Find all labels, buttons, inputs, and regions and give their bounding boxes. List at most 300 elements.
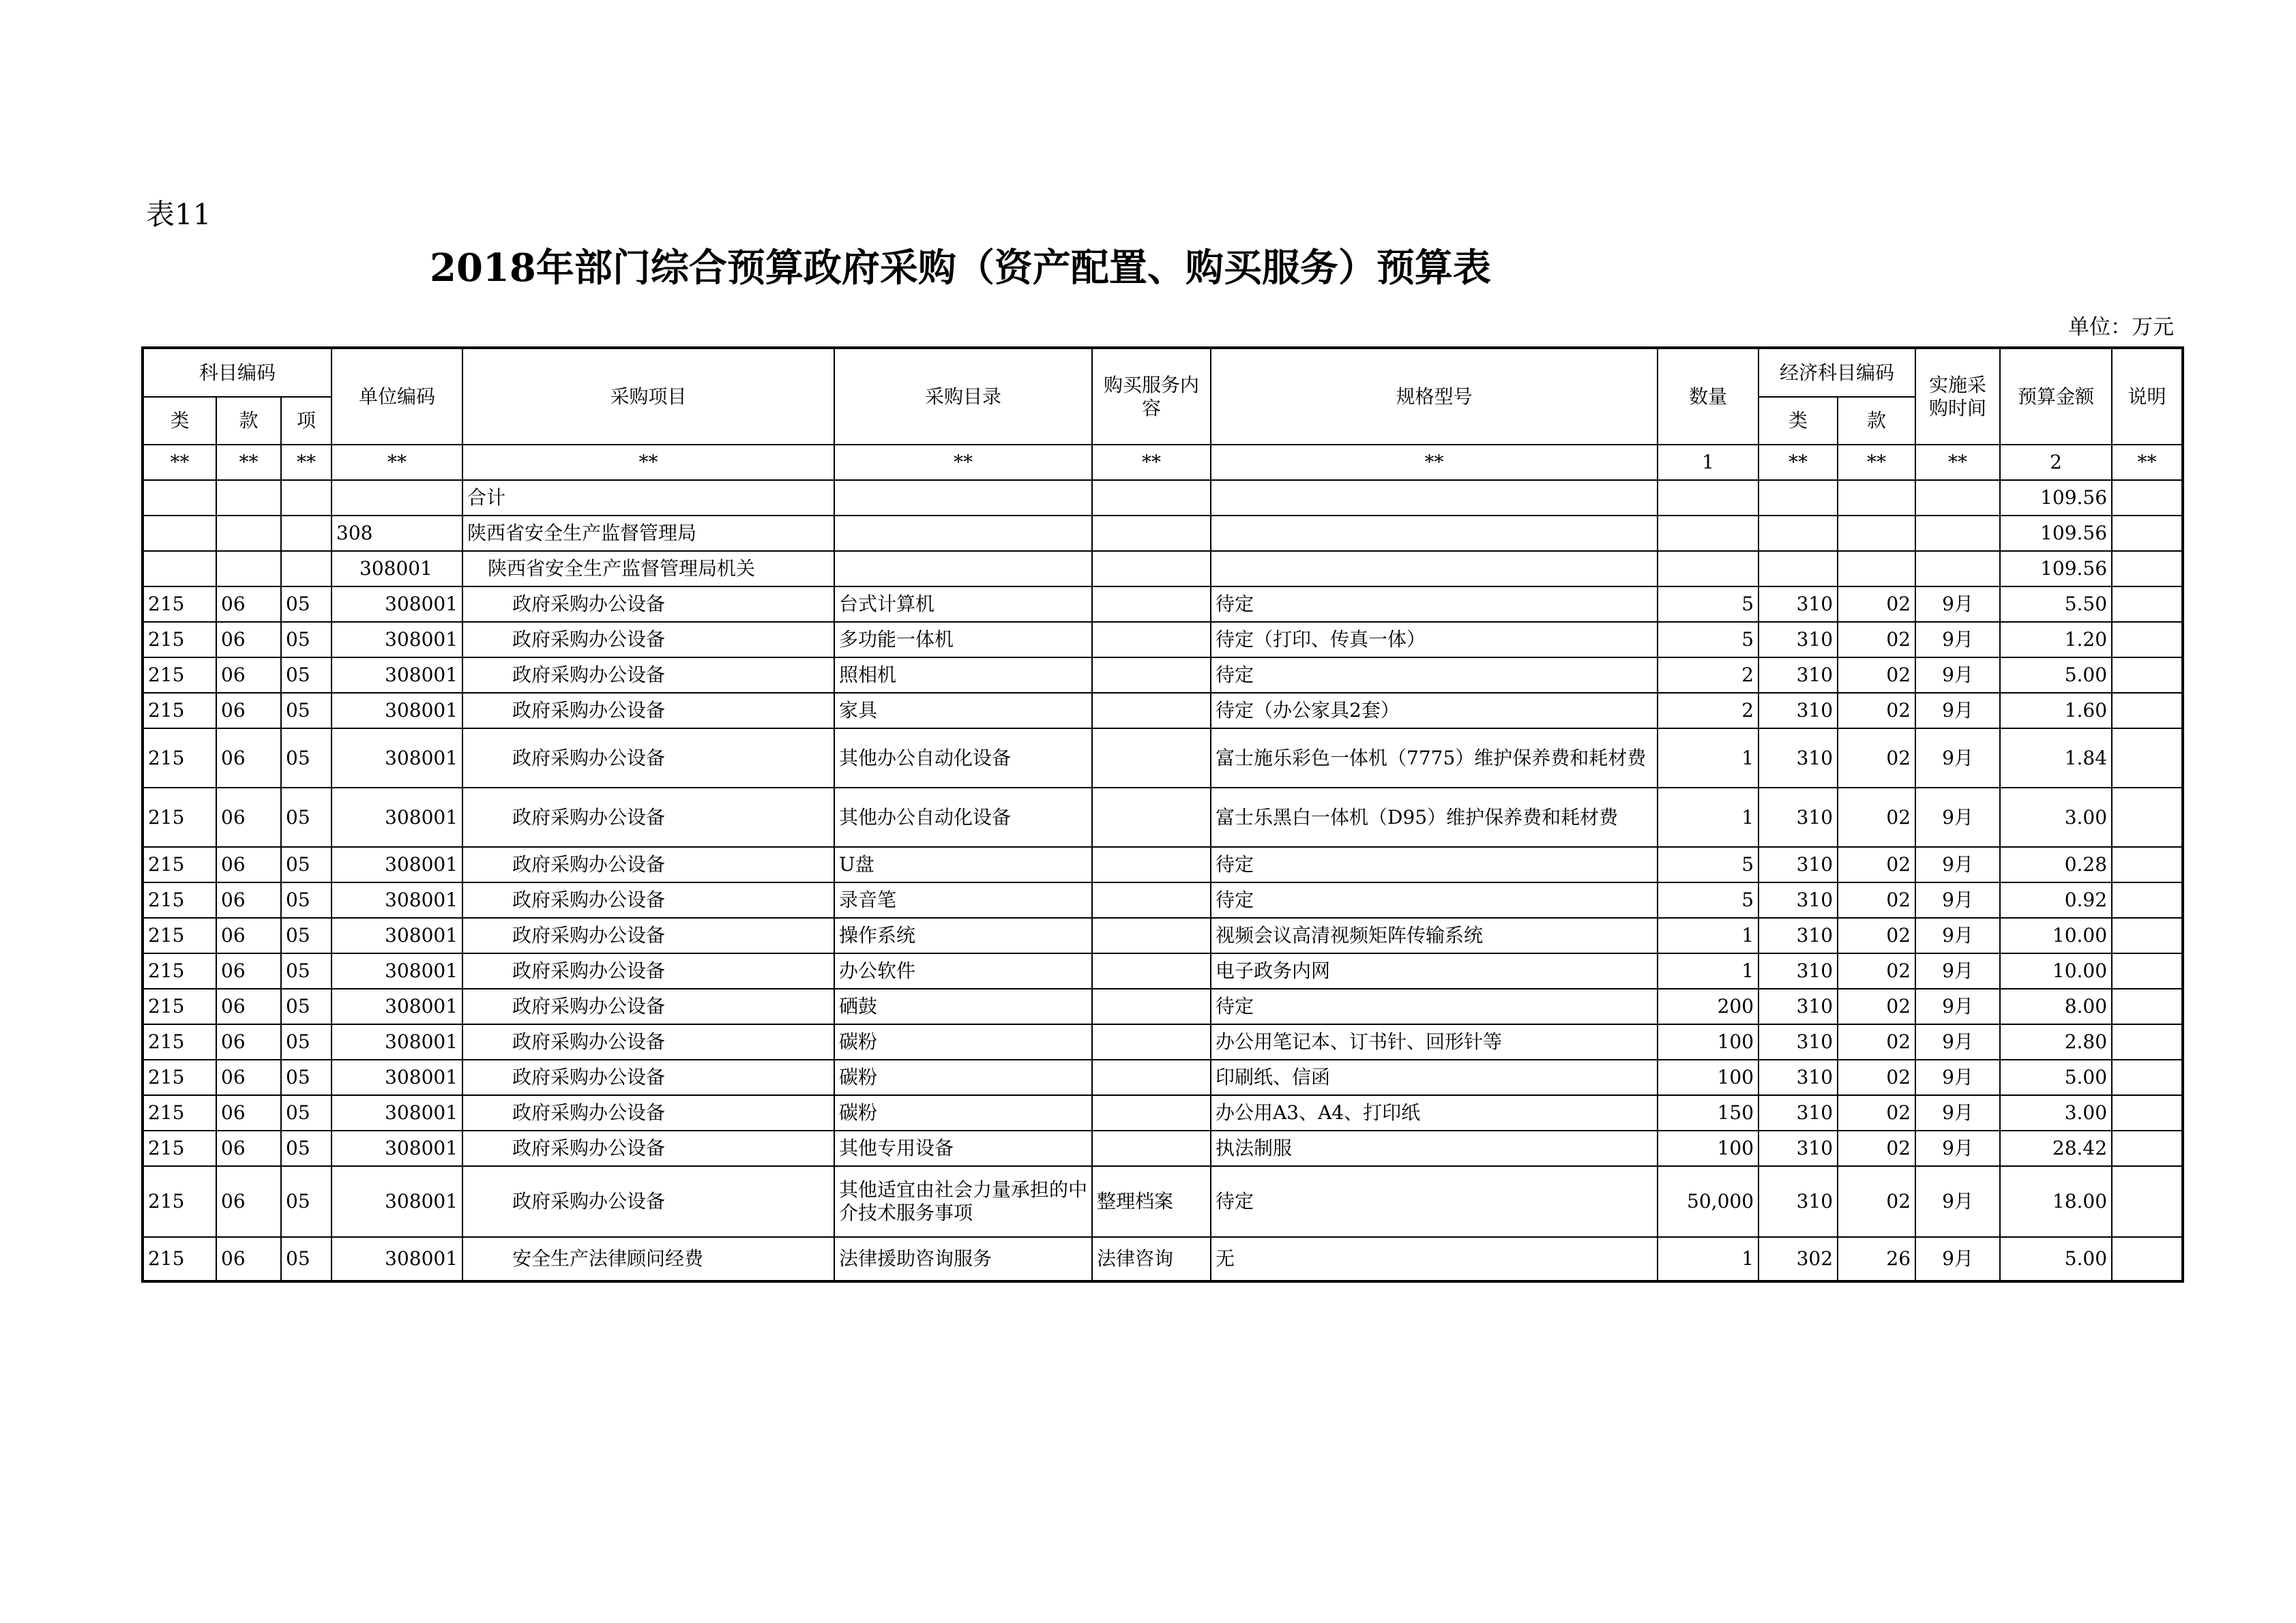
- cell-xiang: 05: [281, 1166, 332, 1237]
- cell-kuan: 06: [216, 788, 281, 847]
- table-row: [143, 1095, 2183, 1131]
- cell-spec: 待定: [1211, 989, 1658, 1024]
- summary-project: 陕西省安全生产监督管理局机关: [462, 551, 834, 586]
- cell-econ-lei: 310: [1758, 1166, 1838, 1237]
- cell-econ-lei: 310: [1758, 1060, 1838, 1095]
- marker-row: [143, 445, 2183, 480]
- cell-catalog: 照相机: [834, 657, 1092, 693]
- cell-xiang: 05: [281, 1024, 332, 1060]
- cell-service: [1092, 918, 1211, 953]
- cell-amount: 10.00: [2000, 918, 2112, 953]
- cell-xiang: 05: [281, 989, 332, 1024]
- summary-row-total: [143, 480, 2183, 516]
- cell-kuan: 06: [216, 918, 281, 953]
- cell-service: [1092, 847, 1211, 882]
- cell-project: 政府采购办公设备: [462, 989, 834, 1024]
- cell-unit-code: 308001: [332, 693, 462, 728]
- table-row: [143, 953, 2183, 989]
- cell-project: 政府采购办公设备: [462, 622, 834, 657]
- cell-time: 9月: [1915, 989, 2000, 1024]
- cell-catalog: 法律援助咨询服务: [834, 1237, 1092, 1281]
- cell-amount: 1.60: [2000, 693, 2112, 728]
- header-time: 实施采购时间: [1915, 348, 2000, 445]
- cell-project: 政府采购办公设备: [462, 1166, 834, 1237]
- cell-econ-lei: 310: [1758, 1024, 1838, 1060]
- cell-lei: 215: [143, 1166, 216, 1237]
- cell-econ-kuan: 02: [1838, 989, 1915, 1024]
- cell-kuan: 06: [216, 1237, 281, 1281]
- cell-unit-code: 308001: [332, 989, 462, 1024]
- cell-time: 9月: [1915, 693, 2000, 728]
- summary-amount: 109.56: [2000, 551, 2112, 586]
- cell-time: 9月: [1915, 1095, 2000, 1131]
- cell-note: [2112, 882, 2183, 918]
- cell-spec: 待定: [1211, 1166, 1658, 1237]
- cell-unit-code: 308001: [332, 953, 462, 989]
- cell-note: [2112, 1237, 2183, 1281]
- cell-catalog: 其他适宜由社会力量承担的中介技术服务事项: [834, 1166, 1092, 1237]
- cell-econ-kuan: 02: [1838, 586, 1915, 622]
- cell-kuan: 06: [216, 657, 281, 693]
- cell-unit-code: 308001: [332, 918, 462, 953]
- cell-catalog: 录音笔: [834, 882, 1092, 918]
- cell-quantity: 1: [1658, 953, 1758, 989]
- cell-kuan: 06: [216, 622, 281, 657]
- cell-catalog: 操作系统: [834, 918, 1092, 953]
- summary-unit-code: [332, 480, 462, 516]
- header-econ-kuan: 款: [1838, 397, 1915, 445]
- cell-kuan: 06: [216, 1095, 281, 1131]
- cell-quantity: 5: [1658, 882, 1758, 918]
- cell-lei: 215: [143, 622, 216, 657]
- cell-catalog: 其他专用设备: [834, 1131, 1092, 1166]
- cell-service: [1092, 989, 1211, 1024]
- cell-econ-kuan: 02: [1838, 1095, 1915, 1131]
- cell-xiang: 05: [281, 693, 332, 728]
- summary-unit-code: 308001: [332, 551, 462, 586]
- marker-catalog: **: [834, 445, 1092, 480]
- summary-amount: 109.56: [2000, 480, 2112, 516]
- cell-lei: 215: [143, 1237, 216, 1281]
- cell-service: [1092, 788, 1211, 847]
- header-unit-code: 单位编码: [332, 348, 462, 445]
- header-spec: 规格型号: [1211, 348, 1658, 445]
- cell-amount: 0.28: [2000, 847, 2112, 882]
- cell-project: 政府采购办公设备: [462, 1095, 834, 1131]
- cell-lei: 215: [143, 1024, 216, 1060]
- cell-project: 政府采购办公设备: [462, 788, 834, 847]
- cell-unit-code: 308001: [332, 622, 462, 657]
- table-body: [143, 480, 2183, 1281]
- cell-econ-lei: 310: [1758, 953, 1838, 989]
- cell-note: [2112, 586, 2183, 622]
- cell-note: [2112, 847, 2183, 882]
- cell-econ-lei: 310: [1758, 693, 1838, 728]
- cell-econ-kuan: 02: [1838, 693, 1915, 728]
- cell-note: [2112, 1024, 2183, 1060]
- cell-lei: 215: [143, 882, 216, 918]
- cell-project: 政府采购办公设备: [462, 1060, 834, 1095]
- cell-service: [1092, 622, 1211, 657]
- summary-row-unit: [143, 551, 2183, 586]
- cell-lei: 215: [143, 586, 216, 622]
- cell-unit-code: 308001: [332, 882, 462, 918]
- header-xiang: 项: [281, 397, 332, 445]
- cell-econ-lei: 310: [1758, 882, 1838, 918]
- cell-catalog: 碳粉: [834, 1095, 1092, 1131]
- cell-xiang: 05: [281, 847, 332, 882]
- table-row: [143, 882, 2183, 918]
- marker-lei: **: [143, 445, 216, 480]
- cell-service: [1092, 882, 1211, 918]
- cell-time: 9月: [1915, 1131, 2000, 1166]
- header-project: 采购项目: [462, 348, 834, 445]
- cell-unit-code: 308001: [332, 1237, 462, 1281]
- cell-econ-kuan: 02: [1838, 788, 1915, 847]
- cell-econ-kuan: 26: [1838, 1237, 1915, 1281]
- cell-xiang: 05: [281, 882, 332, 918]
- marker-econ-lei: **: [1758, 445, 1838, 480]
- cell-time: 9月: [1915, 586, 2000, 622]
- cell-service: [1092, 1131, 1211, 1166]
- cell-kuan: 06: [216, 847, 281, 882]
- cell-unit-code: 308001: [332, 1095, 462, 1131]
- cell-note: [2112, 1095, 2183, 1131]
- cell-unit-code: 308001: [332, 1024, 462, 1060]
- header-kuan: 款: [216, 397, 281, 445]
- cell-quantity: 200: [1658, 989, 1758, 1024]
- cell-quantity: 150: [1658, 1095, 1758, 1131]
- cell-project: 政府采购办公设备: [462, 1024, 834, 1060]
- cell-service: 法律咨询: [1092, 1237, 1211, 1281]
- cell-project: 政府采购办公设备: [462, 586, 834, 622]
- cell-time: 9月: [1915, 1060, 2000, 1095]
- cell-spec: 无: [1211, 1237, 1658, 1281]
- cell-econ-kuan: 02: [1838, 657, 1915, 693]
- cell-lei: 215: [143, 693, 216, 728]
- cell-econ-kuan: 02: [1838, 953, 1915, 989]
- cell-quantity: 1: [1658, 918, 1758, 953]
- cell-time: 9月: [1915, 788, 2000, 847]
- header-econ-code: 经济科目编码: [1758, 348, 1915, 397]
- cell-quantity: 5: [1658, 622, 1758, 657]
- cell-project: 政府采购办公设备: [462, 953, 834, 989]
- header-amount: 预算金额: [2000, 348, 2112, 445]
- cell-unit-code: 308001: [332, 788, 462, 847]
- marker-quantity: 1: [1658, 445, 1758, 480]
- cell-lei: 215: [143, 1095, 216, 1131]
- cell-spec: 视频会议高清视频矩阵传输系统: [1211, 918, 1658, 953]
- summary-unit-code: 308: [332, 516, 462, 551]
- table-row: [143, 1237, 2183, 1281]
- cell-kuan: 06: [216, 1131, 281, 1166]
- cell-spec: 执法制服: [1211, 1131, 1658, 1166]
- cell-econ-kuan: 02: [1838, 622, 1915, 657]
- cell-time: 9月: [1915, 1166, 2000, 1237]
- cell-spec: 待定: [1211, 847, 1658, 882]
- cell-catalog: U盘: [834, 847, 1092, 882]
- table-row: [143, 918, 2183, 953]
- cell-econ-lei: 310: [1758, 918, 1838, 953]
- marker-spec: **: [1211, 445, 1658, 480]
- table-row: [143, 1131, 2183, 1166]
- cell-amount: 2.80: [2000, 1024, 2112, 1060]
- marker-time: **: [1915, 445, 2000, 480]
- table-row: [143, 1166, 2183, 1237]
- cell-econ-kuan: 02: [1838, 728, 1915, 788]
- cell-quantity: 100: [1658, 1131, 1758, 1166]
- marker-xiang: **: [281, 445, 332, 480]
- cell-amount: 0.92: [2000, 882, 2112, 918]
- cell-service: [1092, 1024, 1211, 1060]
- cell-amount: 5.00: [2000, 1060, 2112, 1095]
- cell-econ-lei: 310: [1758, 1095, 1838, 1131]
- cell-unit-code: 308001: [332, 586, 462, 622]
- cell-catalog: 多功能一体机: [834, 622, 1092, 657]
- cell-lei: 215: [143, 657, 216, 693]
- cell-amount: 5.50: [2000, 586, 2112, 622]
- cell-econ-lei: 310: [1758, 622, 1838, 657]
- summary-project: 合计: [462, 480, 834, 516]
- cell-service: [1092, 586, 1211, 622]
- cell-amount: 5.00: [2000, 1237, 2112, 1281]
- cell-unit-code: 308001: [332, 657, 462, 693]
- cell-kuan: 06: [216, 989, 281, 1024]
- cell-econ-lei: 310: [1758, 728, 1838, 788]
- cell-kuan: 06: [216, 586, 281, 622]
- cell-econ-kuan: 02: [1838, 918, 1915, 953]
- cell-time: 9月: [1915, 953, 2000, 989]
- table-row: [143, 657, 2183, 693]
- cell-time: 9月: [1915, 918, 2000, 953]
- cell-catalog: 碳粉: [834, 1024, 1092, 1060]
- cell-quantity: 2: [1658, 693, 1758, 728]
- cell-note: [2112, 1131, 2183, 1166]
- marker-project: **: [462, 445, 834, 480]
- cell-amount: 28.42: [2000, 1131, 2112, 1166]
- cell-kuan: 06: [216, 953, 281, 989]
- cell-time: 9月: [1915, 1237, 2000, 1281]
- table-row: [143, 847, 2183, 882]
- cell-spec: 待定: [1211, 657, 1658, 693]
- cell-service: [1092, 953, 1211, 989]
- cell-project: 安全生产法律顾问经费: [462, 1237, 834, 1281]
- cell-service: [1092, 728, 1211, 788]
- header-lei: 类: [143, 397, 216, 445]
- cell-econ-kuan: 02: [1838, 847, 1915, 882]
- cell-unit-code: 308001: [332, 1060, 462, 1095]
- cell-time: 9月: [1915, 728, 2000, 788]
- cell-xiang: 05: [281, 953, 332, 989]
- cell-time: 9月: [1915, 1024, 2000, 1060]
- cell-econ-lei: 310: [1758, 657, 1838, 693]
- cell-unit-code: 308001: [332, 1166, 462, 1237]
- marker-note: **: [2112, 445, 2183, 480]
- cell-note: [2112, 693, 2183, 728]
- cell-note: [2112, 989, 2183, 1024]
- header-service: 购买服务内容: [1092, 348, 1211, 445]
- cell-time: 9月: [1915, 622, 2000, 657]
- cell-lei: 215: [143, 989, 216, 1024]
- cell-project: 政府采购办公设备: [462, 657, 834, 693]
- cell-quantity: 2: [1658, 657, 1758, 693]
- cell-xiang: 05: [281, 1131, 332, 1166]
- cell-econ-lei: 310: [1758, 586, 1838, 622]
- cell-unit-code: 308001: [332, 1131, 462, 1166]
- summary-row-department: [143, 516, 2183, 551]
- cell-kuan: 06: [216, 693, 281, 728]
- cell-lei: 215: [143, 788, 216, 847]
- cell-note: [2112, 1060, 2183, 1095]
- cell-quantity: 50,000: [1658, 1166, 1758, 1237]
- cell-kuan: 06: [216, 1166, 281, 1237]
- cell-amount: 5.00: [2000, 657, 2112, 693]
- table-row: [143, 586, 2183, 622]
- cell-service: [1092, 1060, 1211, 1095]
- cell-kuan: 06: [216, 882, 281, 918]
- cell-xiang: 05: [281, 788, 332, 847]
- cell-service: [1092, 1095, 1211, 1131]
- marker-amount: 2: [2000, 445, 2112, 480]
- cell-quantity: 5: [1658, 847, 1758, 882]
- cell-project: 政府采购办公设备: [462, 918, 834, 953]
- header-catalog: 采购目录: [834, 348, 1092, 445]
- cell-spec: 办公用笔记本、订书针、回形针等: [1211, 1024, 1658, 1060]
- cell-econ-lei: 310: [1758, 788, 1838, 847]
- cell-project: 政府采购办公设备: [462, 882, 834, 918]
- cell-quantity: 1: [1658, 728, 1758, 788]
- cell-amount: 18.00: [2000, 1166, 2112, 1237]
- cell-kuan: 06: [216, 1024, 281, 1060]
- cell-catalog: 碳粉: [834, 1060, 1092, 1095]
- cell-catalog: 家具: [834, 693, 1092, 728]
- marker-econ-kuan: **: [1838, 445, 1915, 480]
- cell-note: [2112, 728, 2183, 788]
- cell-project: 政府采购办公设备: [462, 728, 834, 788]
- header-quantity: 数量: [1658, 348, 1758, 445]
- cell-project: 政府采购办公设备: [462, 693, 834, 728]
- cell-spec: 待定（打印、传真一体）: [1211, 622, 1658, 657]
- summary-amount: 109.56: [2000, 516, 2112, 551]
- cell-note: [2112, 1166, 2183, 1237]
- cell-spec: 电子政务内网: [1211, 953, 1658, 989]
- cell-service: 整理档案: [1092, 1166, 1211, 1237]
- table-row: [143, 728, 2183, 788]
- marker-unit-code: **: [332, 445, 462, 480]
- cell-spec: 印刷纸、信函: [1211, 1060, 1658, 1095]
- cell-lei: 215: [143, 1131, 216, 1166]
- cell-spec: 待定: [1211, 882, 1658, 918]
- cell-xiang: 05: [281, 918, 332, 953]
- cell-lei: 215: [143, 847, 216, 882]
- table-label: 表11: [146, 198, 211, 231]
- cell-catalog: 台式计算机: [834, 586, 1092, 622]
- cell-xiang: 05: [281, 622, 332, 657]
- cell-time: 9月: [1915, 847, 2000, 882]
- cell-note: [2112, 657, 2183, 693]
- cell-amount: 1.20: [2000, 622, 2112, 657]
- table-row: [143, 788, 2183, 847]
- cell-econ-kuan: 02: [1838, 1131, 1915, 1166]
- cell-project: 政府采购办公设备: [462, 1131, 834, 1166]
- cell-econ-kuan: 02: [1838, 882, 1915, 918]
- table-row: [143, 1024, 2183, 1060]
- cell-catalog: 办公软件: [834, 953, 1092, 989]
- cell-quantity: 100: [1658, 1060, 1758, 1095]
- cell-spec: 待定（办公家具2套）: [1211, 693, 1658, 728]
- cell-spec: 待定: [1211, 586, 1658, 622]
- cell-amount: 10.00: [2000, 953, 2112, 989]
- table-row: [143, 622, 2183, 657]
- cell-econ-kuan: 02: [1838, 1024, 1915, 1060]
- cell-service: [1092, 657, 1211, 693]
- cell-xiang: 05: [281, 586, 332, 622]
- cell-econ-lei: 302: [1758, 1237, 1838, 1281]
- cell-amount: 1.84: [2000, 728, 2112, 788]
- table-row: [143, 693, 2183, 728]
- cell-spec: 富士施乐彩色一体机（7775）维护保养费和耗材费: [1211, 728, 1658, 788]
- budget-table: [141, 346, 2184, 1283]
- cell-note: [2112, 622, 2183, 657]
- table-row: [143, 989, 2183, 1024]
- cell-xiang: 05: [281, 1237, 332, 1281]
- cell-kuan: 06: [216, 1060, 281, 1095]
- cell-note: [2112, 918, 2183, 953]
- summary-project: 陕西省安全生产监督管理局: [462, 516, 834, 551]
- cell-note: [2112, 788, 2183, 847]
- cell-unit-code: 308001: [332, 847, 462, 882]
- marker-service: **: [1092, 445, 1211, 480]
- cell-lei: 215: [143, 728, 216, 788]
- header-subject-code: 科目编码: [143, 348, 332, 397]
- unit-label: 单位：万元: [2068, 315, 2174, 340]
- cell-time: 9月: [1915, 657, 2000, 693]
- cell-service: [1092, 693, 1211, 728]
- cell-amount: 3.00: [2000, 1095, 2112, 1131]
- cell-unit-code: 308001: [332, 728, 462, 788]
- cell-catalog: 其他办公自动化设备: [834, 728, 1092, 788]
- cell-econ-lei: 310: [1758, 1131, 1838, 1166]
- cell-project: 政府采购办公设备: [462, 847, 834, 882]
- cell-econ-lei: 310: [1758, 847, 1838, 882]
- cell-xiang: 05: [281, 1060, 332, 1095]
- cell-note: [2112, 953, 2183, 989]
- cell-xiang: 05: [281, 728, 332, 788]
- cell-econ-kuan: 02: [1838, 1166, 1915, 1237]
- cell-econ-lei: 310: [1758, 989, 1838, 1024]
- page-title: 2018年部门综合预算政府采购（资产配置、购买服务）预算表: [430, 245, 1491, 291]
- cell-spec: 办公用A3、A4、打印纸: [1211, 1095, 1658, 1131]
- header-econ-lei: 类: [1758, 397, 1838, 445]
- cell-lei: 215: [143, 953, 216, 989]
- marker-kuan: **: [216, 445, 281, 480]
- table-header: [143, 348, 2183, 480]
- cell-kuan: 06: [216, 728, 281, 788]
- cell-lei: 215: [143, 1060, 216, 1095]
- cell-quantity: 100: [1658, 1024, 1758, 1060]
- table-row: [143, 1060, 2183, 1095]
- cell-xiang: 05: [281, 1095, 332, 1131]
- cell-quantity: 1: [1658, 788, 1758, 847]
- cell-catalog: 硒鼓: [834, 989, 1092, 1024]
- cell-quantity: 5: [1658, 586, 1758, 622]
- cell-spec: 富士乐黑白一体机（D95）维护保养费和耗材费: [1211, 788, 1658, 847]
- cell-quantity: 1: [1658, 1237, 1758, 1281]
- cell-amount: 3.00: [2000, 788, 2112, 847]
- cell-amount: 8.00: [2000, 989, 2112, 1024]
- cell-xiang: 05: [281, 657, 332, 693]
- cell-time: 9月: [1915, 882, 2000, 918]
